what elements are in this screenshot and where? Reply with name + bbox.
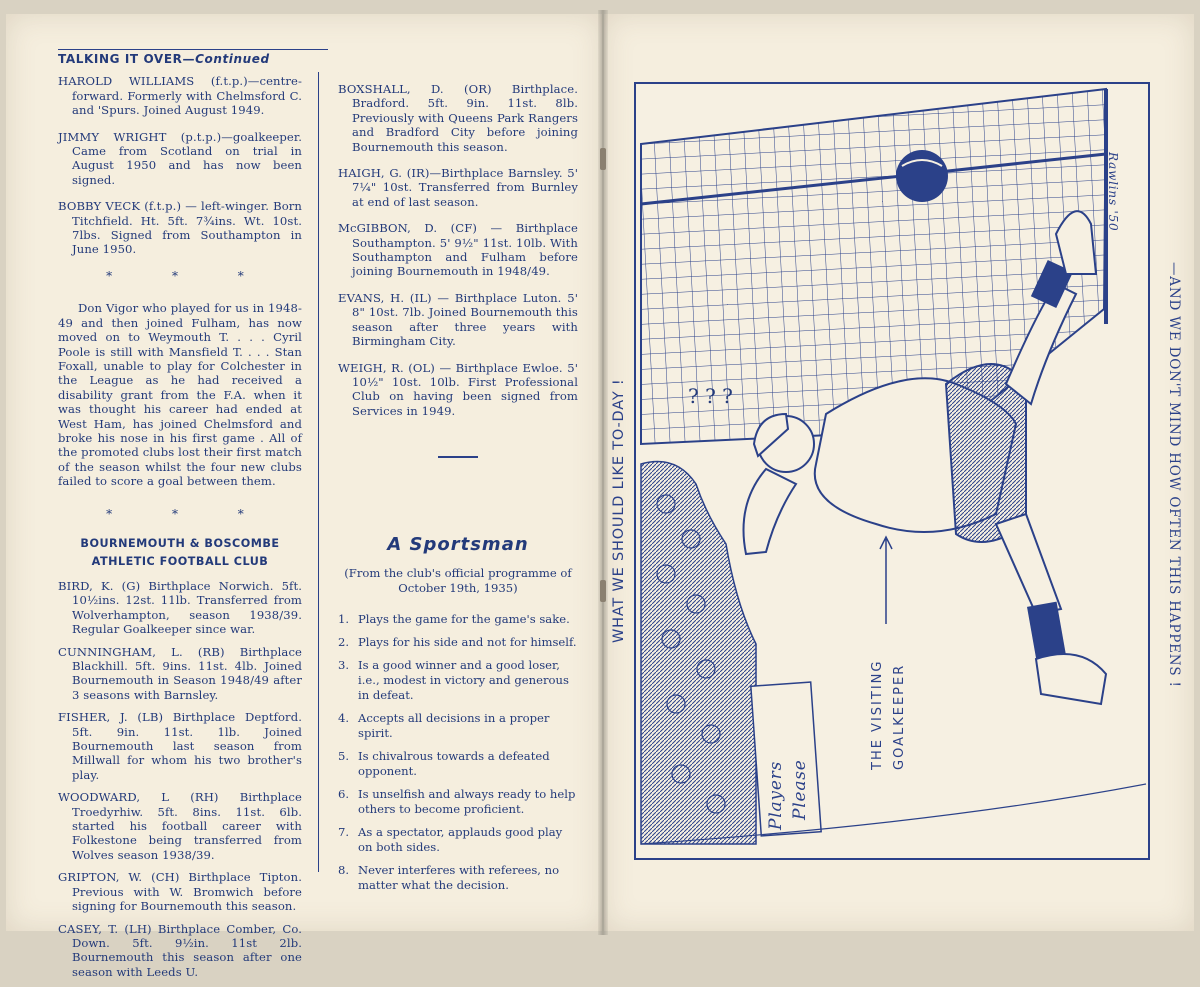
sportsman-list (338, 612, 578, 901)
heading-rule (58, 49, 328, 50)
squad-entry: EVANS, H. (IL) — Birthplace Luton. 5' 8" 10st. 7lb. Joined Bournemouth this season after three years with Birmingham City. (338, 290, 578, 349)
sportsman-item: 6. Is unselfish and always ready to help others to become proficient. (338, 787, 576, 816)
crowd (641, 462, 756, 845)
heading-main: TALKING IT OVER— (58, 52, 196, 66)
sportsman-item: 3. Is a good winner and a good loser, i.e., modest in victory and generous in defeat. (338, 658, 569, 702)
sportsman-item: 2. Plays for his side and not for himself. (338, 635, 577, 649)
sportsman-item: 1. Plays the game for the game's sake. (338, 612, 570, 626)
squad-entry: HAIGH, G. (IR)—Birthplace Barnsley. 5' 7¼" 10st. Transferred from Burnley at end of last season. (338, 166, 578, 209)
player-note: BOBBY VECK (f.t.p.) — left-winger. Born Titchfield. Ht. 5ft. 7¾ins. Wt. 10st. 7lbs. Signed from Southampton in June 1950. (58, 199, 302, 257)
right-column (338, 82, 578, 430)
squad-entry: McGIBBON, D. (CF) — Birthplace Southampton. 5' 9½" 11st. 10lb. With Southampton and Fulham before joining Bournemouth in 1948/49. (338, 221, 578, 279)
section-heading (58, 52, 302, 66)
club-name-line2: ATHLETIC FOOTBALL CLUB (91, 554, 269, 568)
staple-top (600, 148, 606, 170)
sportsman-item: 8. Never interferes with referees, no matter what the decision. (338, 863, 560, 892)
left-column (58, 52, 302, 987)
banner-text: Players Please (766, 759, 810, 830)
goalkeeper-boot-lower (1036, 654, 1106, 704)
caption-left-text: WHAT WE SHOULD LIKE TO-DAY ! (611, 378, 627, 643)
cartoon-signature: Rawlins '50 (1106, 152, 1120, 232)
club-name (58, 535, 302, 571)
goalkeeper-label: THE VISITING GOALKEEPER (870, 659, 907, 770)
squad-entry: CASEY, T. (LH) Birthplace Comber, Co. Down. 5ft. 9½in. 11st 2lb. Bournemouth this season after one season with Leeds U. (58, 921, 302, 979)
sportsman-title: A Sportsman (387, 534, 529, 555)
club-name-line1: BOURNEMOUTH & BOSCOMBE (80, 536, 280, 550)
sportsman-item: 4. Accepts all decisions in a proper spirit. (338, 711, 550, 740)
sportsman-item: 5. Is chivalrous towards a defeated opponent. (338, 749, 550, 778)
short-divider (438, 456, 478, 458)
caption-right (1156, 262, 1186, 692)
goalkeeper-arm (744, 469, 797, 554)
squad-entry: BIRD, K. (G) Birthplace Norwich. 5ft. 10½ins. 12st. 11lb. Transferred from Wolverhampton, season 1938/39. Regular Goalkeeper since war. (58, 578, 302, 637)
player-note: HAROLD WILLIAMS (f.t.p.)—centre-forward. Formerly with Chelmsford C. and 'Spurs. Joined August 1949. (58, 74, 302, 118)
football (896, 150, 948, 202)
question-marks: ? ? ? (688, 384, 733, 408)
sportsman-item: 7. As a spectator, applauds good play on both sides. (338, 825, 563, 854)
section-separator: * * * (106, 506, 272, 521)
squad-entry: WEIGH, R. (OL) — Birthplace Ewloe. 5' 10½" 10st. 10lb. First Professional Club on having been signed from Services in 1949. (338, 360, 578, 418)
squad-entry: BOXSHALL, D. (OR) Birthplace. Bradford. 5ft. 9in. 11st. 8lb. Previously with Queens Park Rangers and Bradford City before joining Bournemouth this season. (338, 82, 578, 154)
caption-left (607, 347, 637, 647)
player-note: JIMMY WRIGHT (p.t.p.)—goalkeeper. Came from Scotland on trial in August 1950 and has now been signed. (58, 129, 302, 187)
section-separator: * * * (106, 268, 272, 283)
column-divider (318, 72, 319, 872)
cartoon-illustration (634, 82, 1150, 860)
squad-entry: GRIPTON, W. (CH) Birthplace Tipton. Previous with W. Bromwich before signing for Bournemouth this season. (58, 870, 302, 914)
goalkeeper-leg-lower (996, 514, 1061, 614)
squad-entry: CUNNINGHAM, L. (RB) Birthplace Blackhill. 5ft. 9ins. 11st. 4lb. Joined Bournemouth in Season 1948/49 after 3 seasons with Barnsley. (58, 644, 302, 702)
caption-right-text: —AND WE DON'T MIND HOW OFTEN THIS HAPPENS ! (1166, 262, 1182, 688)
heading-continued: Continued (195, 52, 270, 66)
news-paragraph: Don Vigor who played for us in 1948-49 and then joined Fulham, has now moved on to Weymouth T. . . . Cyril Poole is still with Mansfield T. . . . Stan Foxall, unable to play for Colchester in the League as he had received a disability grant from the F.A. when it was thought his career had ended at West Ham, has joined Chelmsford and broke his nose in his first game . All of the promoted clubs lost their first match of the season whilst the four new clubs failed to score a goal between them. (58, 301, 302, 489)
squad-entry: WOODWARD, L (RH) Birthplace Troedyrhiw. 5ft. 8ins. 11st. 6lb. started his football career with Folkestone being transferred from Wolves season 1938/39. (58, 790, 302, 862)
squad-entry: FISHER, J. (LB) Birthplace Deptford. 5ft. 9in. 11st. 1lb. Joined Bournemouth last season from Millwall for whom his two brother's play. (58, 710, 302, 782)
goalkeeper-arrow (880, 537, 892, 624)
staple-bottom (600, 580, 606, 602)
sportsman-source: (From the club's official programme of October 19th, 1935) (344, 566, 572, 595)
